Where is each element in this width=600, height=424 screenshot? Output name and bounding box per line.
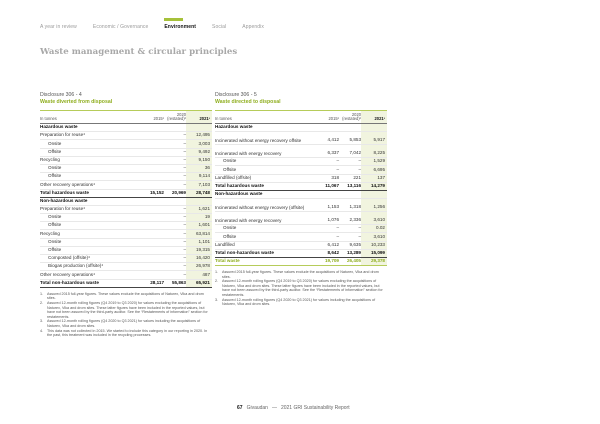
value-2015 bbox=[142, 253, 164, 254]
value-2020: 1,318 bbox=[349, 204, 361, 210]
value-2021: 3,003 bbox=[198, 140, 210, 146]
value-2021: 26,978 bbox=[195, 263, 210, 269]
value-2021: 28,748 bbox=[195, 189, 210, 195]
row-label: Total non-hazardous waste bbox=[215, 249, 274, 255]
value-2020: 20,969 bbox=[171, 189, 186, 195]
footnote bbox=[215, 298, 387, 307]
footnote-text: Assured 12-month rolling figures (Q4 2019 to Q3 2020) for values excluding the acquisitions of Naturex, Vika and drom sites. These latter figures have been included in the reported values, but have not been assured by the third-party auditor. See the “Restatements of information” section for restatements. bbox=[222, 279, 383, 298]
row-label: Hazardous waste bbox=[215, 124, 253, 130]
value-2021: 9,492 bbox=[198, 148, 210, 154]
table-row bbox=[40, 140, 212, 148]
col-2021: 2021³ bbox=[199, 116, 210, 122]
value-2021: 16,420 bbox=[195, 255, 210, 261]
table-row bbox=[215, 258, 387, 266]
unit-label: In tonnes bbox=[40, 116, 57, 121]
table-row bbox=[215, 158, 387, 166]
value-2015: 318 bbox=[331, 174, 339, 180]
value-2015: 4,412 bbox=[327, 137, 339, 143]
nav-item-social[interactable]: Social bbox=[212, 24, 227, 30]
value-2020: – bbox=[183, 214, 186, 220]
footnote bbox=[215, 279, 387, 297]
value-2021: 29,378 bbox=[370, 258, 385, 264]
value-2015: 11,067 bbox=[325, 182, 339, 188]
value-2020: – bbox=[183, 173, 186, 179]
value-2015 bbox=[142, 155, 164, 156]
value-2015: 6,412 bbox=[327, 241, 339, 247]
table-row bbox=[40, 132, 212, 140]
row-label: Non-hazardous waste bbox=[40, 197, 88, 203]
footnote bbox=[40, 319, 212, 328]
footnote-text: Assured 12-month rolling figures (Q4 2020 to Q3 2021) for values including the acquisitions of Naturex, Vika and drom sites. bbox=[222, 297, 376, 307]
value-2015 bbox=[142, 220, 164, 221]
page-number: 67 bbox=[237, 405, 243, 411]
value-2020 bbox=[164, 130, 186, 131]
value-2015 bbox=[142, 171, 164, 172]
row-label: Landfilled (offsite) bbox=[215, 174, 252, 180]
value-2021: 19,315 bbox=[195, 247, 210, 252]
table-row bbox=[40, 222, 212, 230]
footnote-number: 1. bbox=[40, 291, 44, 296]
value-2020: 26,405 bbox=[346, 258, 361, 264]
table-row bbox=[40, 263, 212, 271]
table-row bbox=[215, 183, 387, 191]
footnote-text: Assured 12-month rolling figures (Q4 2019 to Q3 2020) for values excluding the acquisitions of Naturex, Vika and drom sites. These latter figures have been included in the reported values, but have not been assured by the third-party auditor. See the “Restatements of information” section for restatements. bbox=[47, 300, 208, 319]
row-label: Total hazardous waste bbox=[40, 189, 89, 195]
footnote-text: This data was not collected in 2015. We started to include this category in our reporting in 2020. In the past, this treatment was included in the recycling processes. bbox=[47, 328, 208, 338]
row-label: Total hazardous waste bbox=[215, 182, 264, 188]
value-2015 bbox=[142, 138, 164, 139]
value-2021: 14,279 bbox=[370, 182, 385, 188]
value-2015 bbox=[142, 188, 164, 189]
value-2020: 221 bbox=[353, 174, 361, 180]
value-2020 bbox=[339, 197, 361, 198]
value-2020: – bbox=[183, 206, 186, 212]
top-navigation bbox=[40, 24, 264, 30]
value-2015 bbox=[142, 179, 164, 180]
value-2021: 7,103 bbox=[198, 181, 210, 187]
value-2015: 1,076 bbox=[327, 217, 339, 223]
table-row bbox=[215, 242, 387, 250]
disclosure-number: Disclosure 306 - 4 bbox=[40, 92, 82, 98]
value-2020: 7,042 bbox=[349, 150, 361, 156]
value-2021: 6,695 bbox=[373, 166, 385, 172]
table-row bbox=[40, 198, 212, 206]
row-label: Preparation for reuse⁴ bbox=[40, 206, 86, 212]
value-2015 bbox=[142, 237, 164, 238]
row-label: Biogas production (offsite)⁴ bbox=[48, 263, 104, 269]
value-2021: 15,099 bbox=[370, 249, 385, 255]
value-2021: 1,529 bbox=[373, 158, 385, 164]
row-label: Other recovery operations⁴ bbox=[40, 181, 96, 187]
footnote bbox=[40, 301, 212, 319]
value-2020 bbox=[164, 204, 186, 205]
row-label: Offsite bbox=[48, 148, 62, 154]
row-label: Offsite bbox=[48, 222, 62, 228]
row-label: Onsite bbox=[48, 165, 62, 171]
nav-item-environment[interactable]: Environment bbox=[164, 24, 197, 30]
row-label: Incinerated without energy recovery offsite bbox=[215, 137, 302, 143]
value-2021: 1,621 bbox=[198, 206, 210, 212]
row-label: Recycling bbox=[40, 156, 60, 162]
col-2020 bbox=[339, 113, 361, 123]
value-2015 bbox=[142, 204, 164, 205]
table-row bbox=[40, 173, 212, 181]
table-row bbox=[215, 175, 387, 183]
value-2015: 28,117 bbox=[150, 279, 164, 285]
row-label: Onsite bbox=[223, 225, 237, 231]
row-label: Composted (offsite)⁴ bbox=[48, 255, 90, 261]
waste-diverted-table bbox=[40, 110, 212, 288]
value-2015: – bbox=[336, 158, 339, 164]
value-2015 bbox=[142, 163, 164, 164]
value-2021: 63,814 bbox=[195, 230, 210, 236]
footnote-number: 4. bbox=[40, 328, 44, 333]
value-2021: 3,610 bbox=[373, 217, 385, 223]
value-2015 bbox=[142, 278, 164, 279]
value-2021: 19 bbox=[204, 214, 210, 220]
value-2015: – bbox=[336, 233, 339, 239]
table-row bbox=[40, 230, 212, 238]
col-2020 bbox=[164, 113, 186, 123]
table-row bbox=[215, 250, 387, 258]
value-2020: 9,635 bbox=[349, 241, 361, 247]
value-2015 bbox=[142, 212, 164, 213]
table-row bbox=[40, 255, 212, 263]
col-2020-note: (restated)² bbox=[167, 116, 186, 122]
table-row bbox=[215, 212, 387, 225]
footnote bbox=[215, 270, 387, 279]
row-label: Hazardous waste bbox=[40, 124, 78, 130]
value-2015 bbox=[317, 130, 339, 131]
col-2021: 2021³ bbox=[374, 116, 385, 122]
nav-item-economic-governance[interactable]: Economic / Governance bbox=[92, 24, 149, 30]
value-2020: – bbox=[183, 238, 186, 244]
row-label: Offsite bbox=[223, 166, 237, 172]
value-2020 bbox=[339, 130, 361, 131]
value-2015 bbox=[142, 245, 164, 246]
row-label: Preparation for reuse⁴ bbox=[40, 132, 86, 138]
value-2020: – bbox=[358, 233, 361, 239]
value-2021 bbox=[361, 197, 387, 198]
row-label: Onsite bbox=[48, 140, 62, 146]
value-2020: – bbox=[183, 165, 186, 171]
value-2020: – bbox=[183, 132, 186, 138]
row-label: Offsite bbox=[223, 233, 237, 239]
company-name: Givaudan bbox=[246, 405, 268, 411]
table-row bbox=[215, 145, 387, 158]
table-row bbox=[40, 149, 212, 157]
value-2021: 65,921 bbox=[195, 279, 210, 285]
row-label: Incinerated with energy recovery bbox=[215, 150, 282, 156]
col-2015: 2015¹ bbox=[328, 116, 339, 122]
value-2021: 8,225 bbox=[373, 150, 385, 156]
value-2020: 2,336 bbox=[349, 217, 361, 223]
table-row bbox=[40, 280, 212, 288]
value-2021: 9,114 bbox=[198, 173, 210, 179]
value-2020: – bbox=[183, 271, 186, 277]
value-2021: 137 bbox=[377, 174, 385, 180]
footnotes bbox=[215, 270, 387, 307]
col-2015: 2015¹ bbox=[153, 116, 164, 122]
table-row bbox=[40, 157, 212, 165]
row-label: Landfilled bbox=[215, 241, 235, 247]
footnote bbox=[40, 329, 212, 338]
value-2020: – bbox=[183, 222, 186, 228]
footnote bbox=[40, 292, 212, 301]
value-2020: – bbox=[183, 230, 186, 236]
value-2021: 12,495 bbox=[195, 132, 210, 138]
table-row bbox=[40, 239, 212, 247]
value-2021: 1,101 bbox=[198, 238, 210, 244]
footnote-number: 3. bbox=[40, 319, 44, 324]
value-2015 bbox=[142, 147, 164, 148]
value-2021: 487 bbox=[202, 271, 210, 277]
disclosure-number: Disclosure 306 - 5 bbox=[215, 92, 257, 98]
value-2021: 36 bbox=[204, 165, 210, 171]
table-row bbox=[215, 132, 387, 145]
page-title: Waste management & circular principles bbox=[40, 47, 238, 57]
table-row bbox=[40, 165, 212, 173]
value-2015: – bbox=[336, 225, 339, 231]
footnote-number: 1. bbox=[215, 270, 219, 275]
footnote-number: 2. bbox=[215, 279, 219, 284]
value-2021: 1,256 bbox=[373, 204, 385, 210]
col-2020-note: (restated)² bbox=[342, 116, 361, 122]
value-2015 bbox=[142, 261, 164, 262]
value-2021 bbox=[186, 130, 212, 131]
value-2015: 1,153 bbox=[327, 204, 339, 210]
separator: — bbox=[271, 405, 277, 411]
value-2021: 5,917 bbox=[373, 137, 385, 143]
value-2021 bbox=[361, 130, 387, 131]
disclosure-subtitle: Waste diverted from disposal bbox=[40, 99, 113, 105]
value-2015: 8,642 bbox=[327, 249, 339, 255]
footnotes bbox=[40, 292, 212, 338]
value-2020: 13,289 bbox=[346, 249, 361, 255]
waste-disposal-table bbox=[215, 110, 387, 266]
table-row bbox=[215, 199, 387, 212]
table-header bbox=[40, 111, 212, 124]
table-row bbox=[40, 271, 212, 279]
table-row bbox=[215, 124, 387, 132]
value-2015 bbox=[142, 130, 164, 131]
value-2020: – bbox=[183, 263, 186, 269]
value-2020: 55,863 bbox=[171, 279, 186, 285]
value-2021 bbox=[186, 204, 212, 205]
table-row bbox=[215, 225, 387, 233]
row-label: Non-hazardous waste bbox=[215, 191, 263, 197]
footnote-number: 2. bbox=[40, 300, 44, 305]
footnote-text: Assured 2015 full-year figures. These values exclude the acquisitions of Naturex, Vika and drom sites. bbox=[47, 291, 204, 301]
table-row bbox=[40, 124, 212, 132]
value-2015: 6,337 bbox=[327, 150, 339, 156]
row-label: Incinerated without energy recovery (offsite) bbox=[215, 204, 305, 210]
value-2015: 15,152 bbox=[149, 189, 164, 195]
table-row bbox=[40, 190, 212, 198]
value-2020: – bbox=[183, 181, 186, 187]
row-label: Recycling bbox=[40, 230, 60, 236]
table-row bbox=[40, 214, 212, 222]
nav-item-appendix[interactable]: Appendix bbox=[242, 24, 264, 30]
disclosure-306-4 bbox=[40, 92, 212, 338]
row-label: Onsite bbox=[48, 238, 62, 244]
value-2021: 0.02 bbox=[376, 225, 385, 231]
table-row bbox=[215, 233, 387, 241]
value-2020: – bbox=[183, 247, 186, 252]
value-2015: – bbox=[336, 166, 339, 172]
value-2020: – bbox=[358, 166, 361, 172]
value-2021: 1,601 bbox=[198, 222, 210, 228]
page-footer bbox=[237, 405, 350, 411]
table-header bbox=[215, 111, 387, 124]
value-2021: 3,610 bbox=[373, 233, 385, 239]
row-label: Total waste bbox=[215, 258, 240, 264]
table-row bbox=[215, 191, 387, 199]
row-label: Total non-hazardous waste bbox=[40, 279, 99, 285]
value-2021: 9,150 bbox=[198, 156, 210, 162]
row-label: Other recovery operations⁴ bbox=[40, 271, 96, 277]
table-row bbox=[215, 166, 387, 174]
row-label: Onsite bbox=[223, 158, 237, 164]
row-label: Offsite bbox=[48, 247, 62, 252]
value-2020: – bbox=[183, 148, 186, 154]
report-title: 2021 GRI Sustainability Report bbox=[280, 405, 350, 411]
value-2015 bbox=[142, 269, 164, 270]
footnote-text: Assured 12-month rolling figures (Q4 2020 to Q3 2021) for values including the acquisitions of Naturex, Vika and drom sites. bbox=[47, 319, 201, 328]
value-2015: 19,709 bbox=[324, 258, 339, 264]
table-row bbox=[40, 206, 212, 214]
col-2020-year: 2020 bbox=[351, 111, 361, 117]
value-2015 bbox=[142, 228, 164, 229]
value-2020: – bbox=[183, 140, 186, 146]
value-2020: – bbox=[358, 225, 361, 231]
value-2020: 13,116 bbox=[347, 182, 361, 188]
row-label: Incinerated with energy recovery bbox=[215, 217, 282, 223]
value-2015 bbox=[317, 197, 339, 198]
value-2020: – bbox=[183, 156, 186, 162]
disclosure-subtitle: Waste directed to disposal bbox=[215, 99, 281, 105]
value-2020: – bbox=[358, 158, 361, 164]
footnote-number: 3. bbox=[215, 297, 219, 302]
value-2021: 10,233 bbox=[370, 241, 385, 247]
row-label: Offsite bbox=[48, 173, 62, 179]
value-2020: 5,853 bbox=[349, 137, 361, 143]
value-2020: – bbox=[183, 255, 186, 261]
nav-item-year-in-review[interactable]: A year in review bbox=[40, 24, 77, 30]
col-2020-year: 2020 bbox=[176, 111, 186, 117]
row-label: Onsite bbox=[48, 214, 62, 220]
footnote-text: Assured 2015 full-year figures. These values exclude the acquisitions of Naturex, Vika and drom sites. bbox=[222, 270, 379, 279]
table-row bbox=[40, 181, 212, 189]
table-row bbox=[40, 247, 212, 255]
unit-label: In tonnes bbox=[215, 116, 232, 121]
disclosure-306-5 bbox=[215, 92, 387, 307]
